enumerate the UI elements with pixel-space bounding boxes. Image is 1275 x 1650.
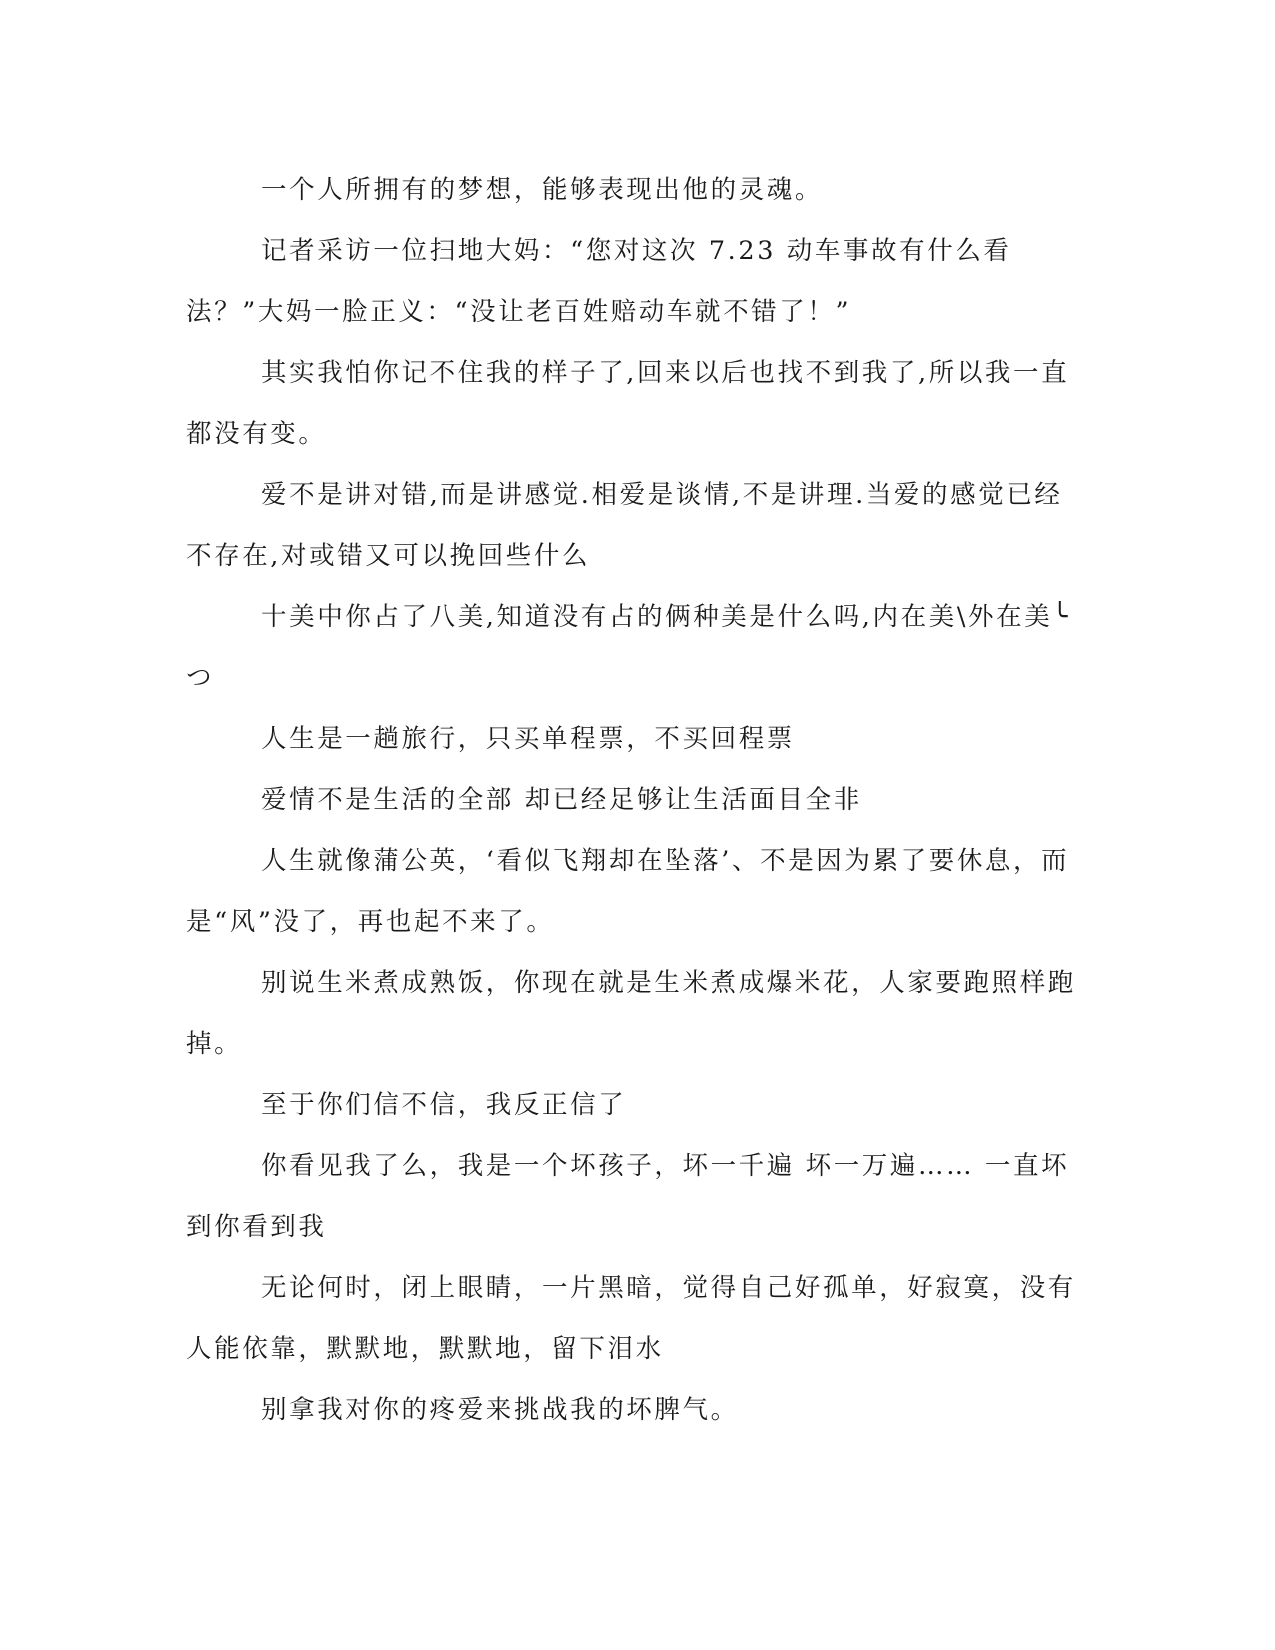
paragraph: 你看见我了么，我是一个坏孩子，坏一千遍 坏一万遍…… 一直坏到你看到我 xyxy=(186,1151,1070,1242)
paragraph: 爱情不是生活的全部 却已经足够让生活面目全非 xyxy=(261,785,862,815)
document-body xyxy=(186,160,1076,1441)
paragraph: 其实我怕你记不住我的样子了,回来以后也找不到我了,所以我一直都没有变。 xyxy=(186,358,1070,449)
paragraph: 别拿我对你的疼爱来挑战我的坏脾气。 xyxy=(261,1395,739,1425)
paragraph: 一个人所拥有的梦想，能够表现出他的灵魂。 xyxy=(261,175,824,205)
paragraph: 爱不是讲对错,而是讲感觉.相爱是谈情,不是讲理.当爱的感觉已经不存在,对或错又可以挽回些什么 xyxy=(186,480,1063,571)
paragraph: 至于你们信不信，我反正信了 xyxy=(261,1090,627,1120)
paragraph: 人生就像蒲公英，‘看似飞翔却在坠落’、不是因为累了要休息，而是“风”没了，再也起不来了。 xyxy=(186,846,1070,937)
paragraph: 十美中你占了八美,知道没有占的俩种美是什么吗,内在美\外在美╰つ xyxy=(186,602,1071,693)
paragraph: 别说生米煮成熟饭，你现在就是生米煮成爆米花，人家要跑照样跑掉。 xyxy=(186,968,1076,1059)
paragraph: 记者采访一位扫地大妈：“您对这次 7.23 动车事故有什么看法？”大妈一脸正义：“没让老百姓赔动车就不错了！” xyxy=(186,236,1012,327)
paragraph: 无论何时，闭上眼睛，一片黑暗，觉得自己好孤单，好寂寞，没有人能依靠，默默地，默默地，留下泪水 xyxy=(186,1273,1076,1364)
paragraph: 人生是一趟旅行，只买单程票，不买回程票 xyxy=(261,724,795,754)
